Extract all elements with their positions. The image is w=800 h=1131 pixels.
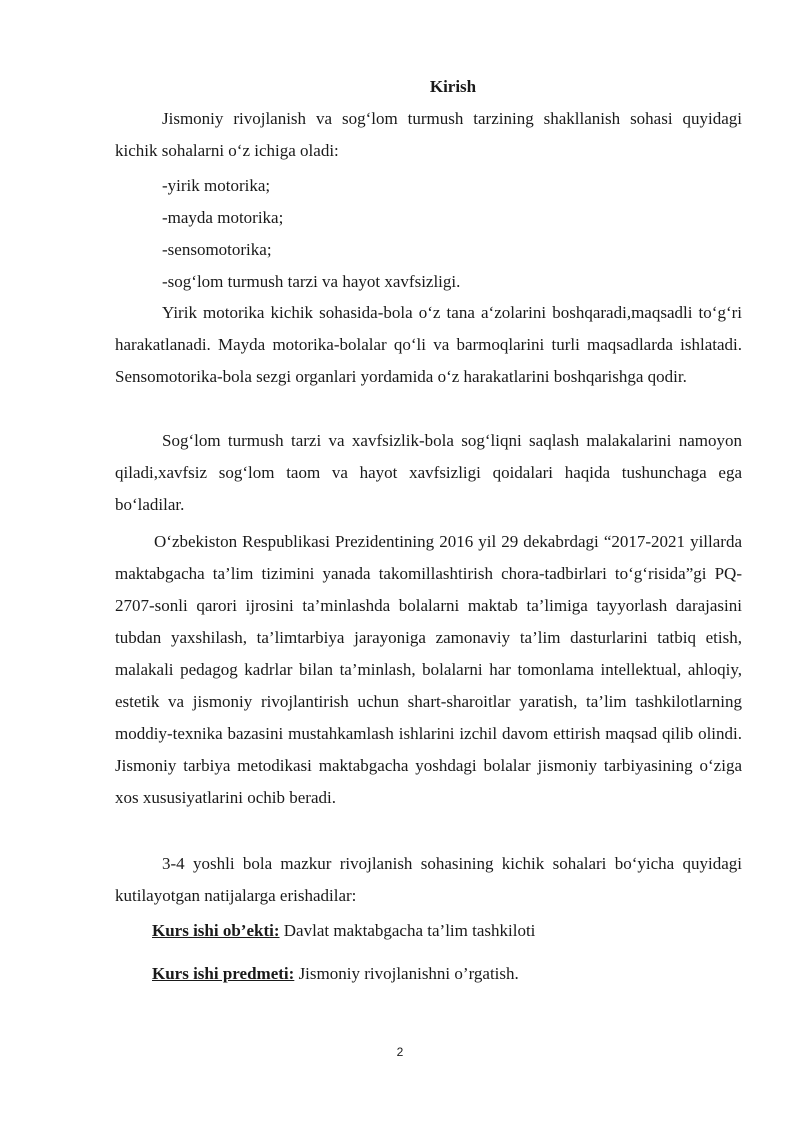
decree-paragraph: O‘zbekiston Respublikasi Prezidentining 2016 yil 29 dekabrdagi “2017-2021 yillarda maktabgacha ta’lim tizimini yanada takomillashtirish chora-tadbirlari to‘g‘risida”gi PQ-2707-sonli qarori ijrosini ta’minlashda bolalarni maktab ta’limiga tayyorlash darajasini tubdan yaxshilash, ta’limtarbiya jarayoniga zamonaviy ta’lim dasturlarini tatbiq etish, malakali pedagog kadrlar bilan ta’minlash, bolalarni har tomonlama intellektual, ahloqiy, estetik va jismoniy rivojlantirish uchun shart-sharoitlar yaratish, ta’lim tashkilotlarning moddiy-texnika bazasini mustahkamlash ishlarini izchil davom ettirish maqsad qilib olindi. Jismoniy tarbiya metodikasi maktabgacha yoshdagi bolalar jismoniy tarbiyasining o‘ziga xos xususiyatlarini ochib beradi. [115, 532, 742, 807]
course-subject-label: Kurs ishi predmeti: [152, 964, 295, 983]
motorika-paragraph: Yirik motorika kichik sohasida-bola o‘z tana a‘zolarini boshqaradi,maqsadli to‘g‘ri harakatlanadi. Mayda motorika-bolalar qo‘li va barmoqlarini turli maqsadlarda ishlatadi. Sensomotorika-bola sezgi organlari yordamida o‘z harakatlarini boshqarishga qodir. [115, 303, 742, 386]
course-subject-value: Jismoniy rivojlanishni o’rgatish. [294, 964, 519, 983]
course-object-value: Davlat maktabgacha ta’lim tashkiloti [279, 921, 536, 940]
results-paragraph: 3-4 yoshli bola mazkur rivojlanish sohasining kichik sohalari bo‘yicha quyidagi kutilayotgan natijalarga erishadilar: [115, 854, 742, 905]
list-item-sog-lom-turmush: -sog‘lom turmush tarzi va hayot xavfsizligi. [162, 272, 461, 291]
list-item-sensomotorika: -sensomotorika; [162, 240, 272, 259]
intro-paragraph: Jismoniy rivojlanish va sog‘lom turmush tarzining shakllanish sohasi quyidagi kichik sohalarni o‘z ichiga oladi: [115, 109, 742, 160]
course-object-label: Kurs ishi ob’ekti: [152, 921, 280, 940]
course-object-line [152, 920, 535, 942]
page-number: 2 [396, 1045, 404, 1059]
list-item-yirik-motorika: -yirik motorika; [162, 176, 271, 195]
list-item-mayda-motorika: -mayda motorika; [162, 208, 284, 227]
page-title: Kirish [429, 77, 477, 96]
course-subject-line [152, 963, 519, 985]
health-paragraph: Sog‘lom turmush tarzi va xavfsizlik-bola sog‘liqni saqlash malakalarini namoyon qiladi,xavfsiz sog‘lom taom va hayot xavfsizligi qoidalari haqida tushunchaga ega bo‘ladilar. [115, 431, 742, 514]
